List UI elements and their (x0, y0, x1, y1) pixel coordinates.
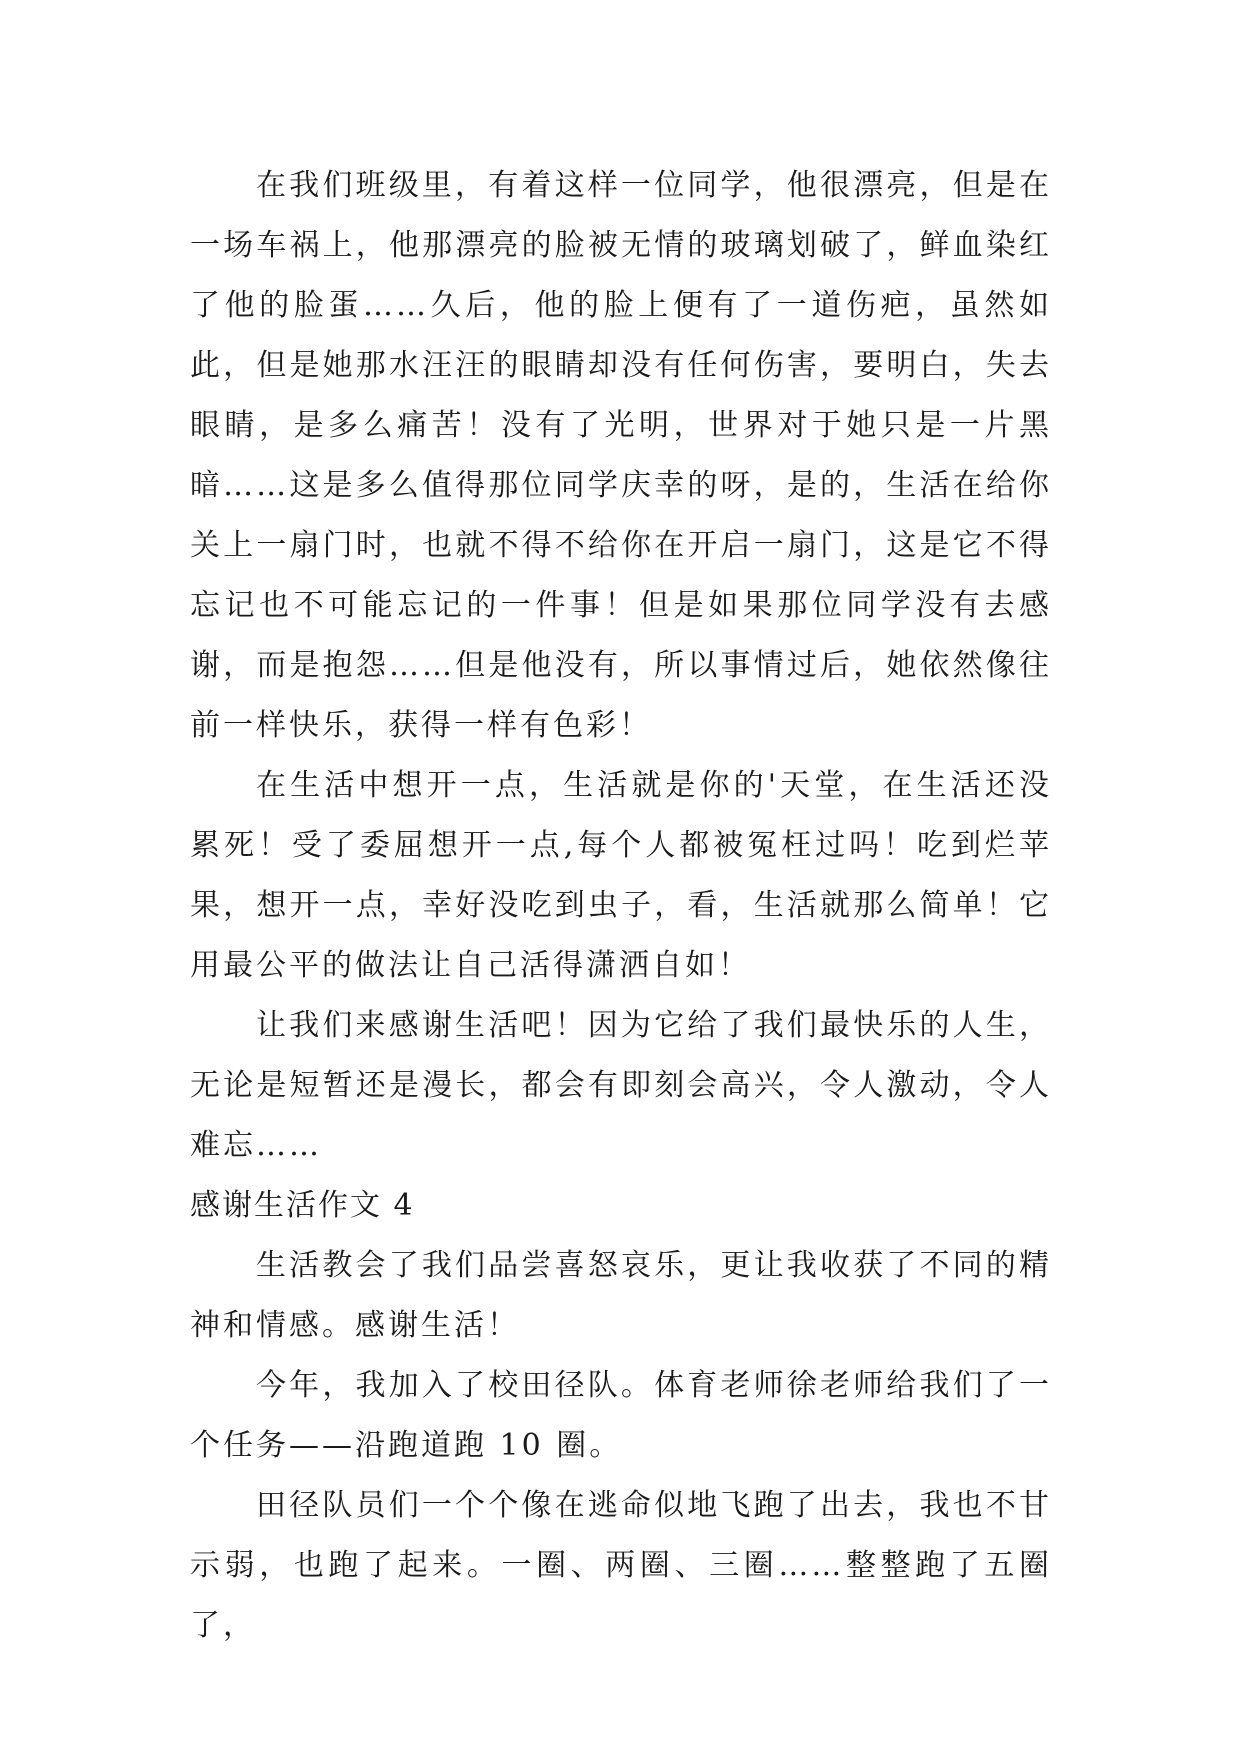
paragraph-running: 田径队员们一个个像在逃命似地飞跑了出去，我也不甘示弱，也跑了起来。一圈、两圈、三圈……整整跑了五圈了， (190, 1488, 1052, 1643)
section-title: 感谢生活作文 4 (190, 1188, 415, 1223)
paragraph-classmate-story: 在我们班级里，有着这样一位同学，他很漂亮，但是在一场车祸上，他那漂亮的脸被无情的玻璃划破了，鲜血染红了他的脸蛋……久后，他的脸上便有了一道伤疤，虽然如此，但是她那水汪汪的眼睛却没有任何伤害，要明白，失去眼睛，是多么痛苦！没有了光明，世界对于她只是一片黑暗……这是多么值得那位同学庆幸的呀，是的，生活在给你关上一扇门时，也就不得不给你在开启一扇门，这是它不得忘记也不可能忘记的一件事！但是如果那位同学没有去感谢，而是抱怨……但是他没有，所以事情过后，她依然像往前一样快乐，获得一样有色彩！ (190, 168, 1052, 743)
paragraph-track-team: 今年，我加入了校田径队。体育老师徐老师给我们了一个任务——沿跑道跑 10 圈。 (190, 1368, 1052, 1463)
document-body (190, 156, 1052, 1656)
paragraph-thank-life: 让我们来感谢生活吧！因为它给了我们最快乐的人生，无论是短暂还是漫长，都会有即刻会高兴，令人激动，令人难忘…… (190, 1008, 1052, 1163)
paragraph-think-open: 在生活中想开一点，生活就是你的'天堂，在生活还没累死！受了委屈想开一点,每个人都被冤枉过吗！吃到烂苹果，想开一点，幸好没吃到虫子，看，生活就那么简单！它用最公平的做法让自己活得潇洒自如！ (190, 768, 1052, 983)
paragraph-life-teaches: 生活教会了我们品尝喜怒哀乐，更让我收获了不同的精神和情感。感谢生活！ (190, 1248, 1052, 1343)
